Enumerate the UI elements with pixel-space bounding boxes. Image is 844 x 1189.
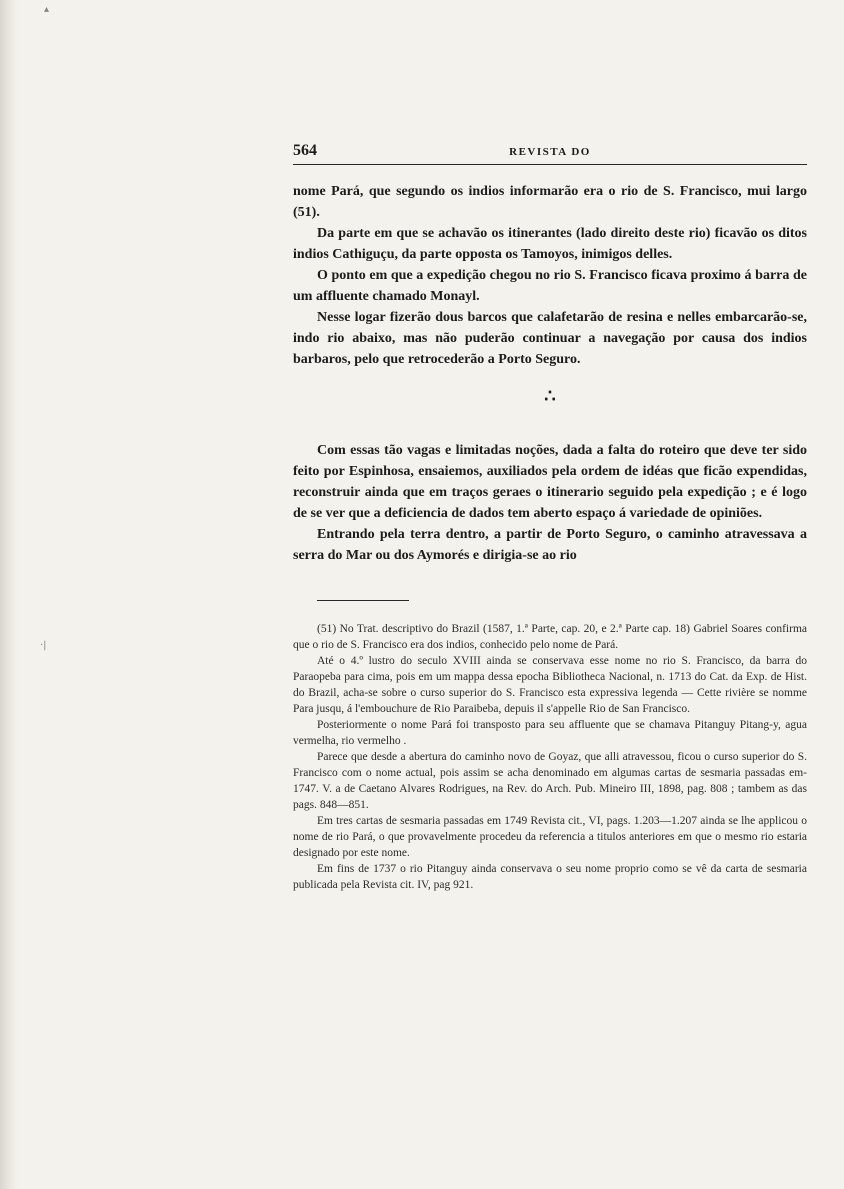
- footnote-rule: [317, 600, 409, 601]
- footnote: Em fins de 1737 o rio Pitanguy ainda conservava o seu nome proprio como se vê da carta de sesmaria publicada pela Revista cit. IV, pag 921.: [293, 863, 807, 891]
- running-head: [293, 142, 807, 165]
- page-gutter-shadow: [0, 0, 18, 1189]
- main-text: [293, 181, 807, 566]
- footnote: Até o 4.º lustro do seculo XVIII ainda se conservava esse nome no rio S. Francisco, da barra do Paraopeba para cima, pois em um mappa dessa epocha Bibliotheca Nacional, n. 1713 do Cat. da Exp. de Hist. do Brazil, acha-se sobre o curso superior do S. Francisco esta expressiva legenda — Cette rivière se nomme Para jusqu, á l'embouchure de Rio Paraibeba, depuis il s'appelle Rio de San Francisco.: [293, 655, 807, 715]
- section-ornament: [293, 386, 807, 406]
- paragraph: Com essas tão vagas e limitadas noções, dada a falta do roteiro que deve ter sido feito por Espinhosa, ensaiemos, auxiliados pela ordem de idéas que ficão expendidas, reconstruir ainda que em traços geraes o itinerario seguido pela expedição ; e é logo de se ver que a deficiencia de dados tem aberto espaço á variedade de opiniões.: [293, 443, 807, 521]
- paragraph: Da parte em que se achavão os itinerantes (lado direito deste rio) ficavão os ditos indios Cathiguçu, da parte opposta os Tamoyos, inimigos delles.: [293, 226, 807, 262]
- footnote: Em tres cartas de sesmaria passadas em 1749 Revista cit., VI, pags. 1.203—1.207 ainda se lhe applicou o nome de rio Pará, o que provavelmente procedeu da referencia a titulos anteriores em que o mesmo rio estaria designado por este nome.: [293, 815, 807, 859]
- footnote: Posteriormente o nome Pará foi transposto para seu affluente que se chamava Pitanguy Pitang-y, agua vermelha, rio vermelho .: [293, 719, 807, 747]
- paragraph: Nesse logar fizerão dous barcos que calafetarão de resina e nelles embarcarão-se, indo rio abaixo, mas não puderão continuar a navegação por causa dos indios barbaros, pelo que retrocederão a Porto Seguro.: [293, 310, 807, 367]
- footnote: (51) No Trat. descriptivo do Brazil (1587, 1.ª Parte, cap. 20, e 2.ª Parte cap. 18) Gabriel Soares confirma que o rio de S. Francisco era dos indios, conhecido pelo nome de Pará.: [293, 623, 807, 651]
- footnotes: [293, 621, 807, 893]
- paragraph: Entrando pela terra dentro, a partir de Porto Seguro, o caminho atravessava a serra do Mar ou dos Aymorés e dirigia-se ao rio: [293, 527, 807, 563]
- scan-mark: ▴: [44, 4, 50, 15]
- paragraph: nome Pará, que segundo os indios informarão era o rio de S. Francisco, mui largo (51).: [293, 184, 807, 220]
- document-page: [293, 142, 807, 893]
- footnote: Parece que desde a abertura do caminho novo de Goyaz, que alli atravessou, ficou o curso superior do S. Francisco com o nome actual, pois assim se acha denominado em algumas cartas de sesmaria passadas em-1747. V. a de Caetano Alvares Rodrigues, na Rev. do Arch. Pub. Mineiro III, 1898, pag. 808 ; tambem as das pags. 848—851.: [293, 751, 807, 811]
- scan-mark: ·|: [40, 640, 47, 651]
- paragraph: O ponto em que a expedição chegou no rio S. Francisco ficava proximo á barra de um affluente chamado Monayl.: [293, 268, 807, 304]
- asterism-glyph: ∴: [544, 386, 556, 406]
- journal-title: REVISTA DO: [509, 146, 591, 158]
- page-number: 564: [293, 142, 317, 159]
